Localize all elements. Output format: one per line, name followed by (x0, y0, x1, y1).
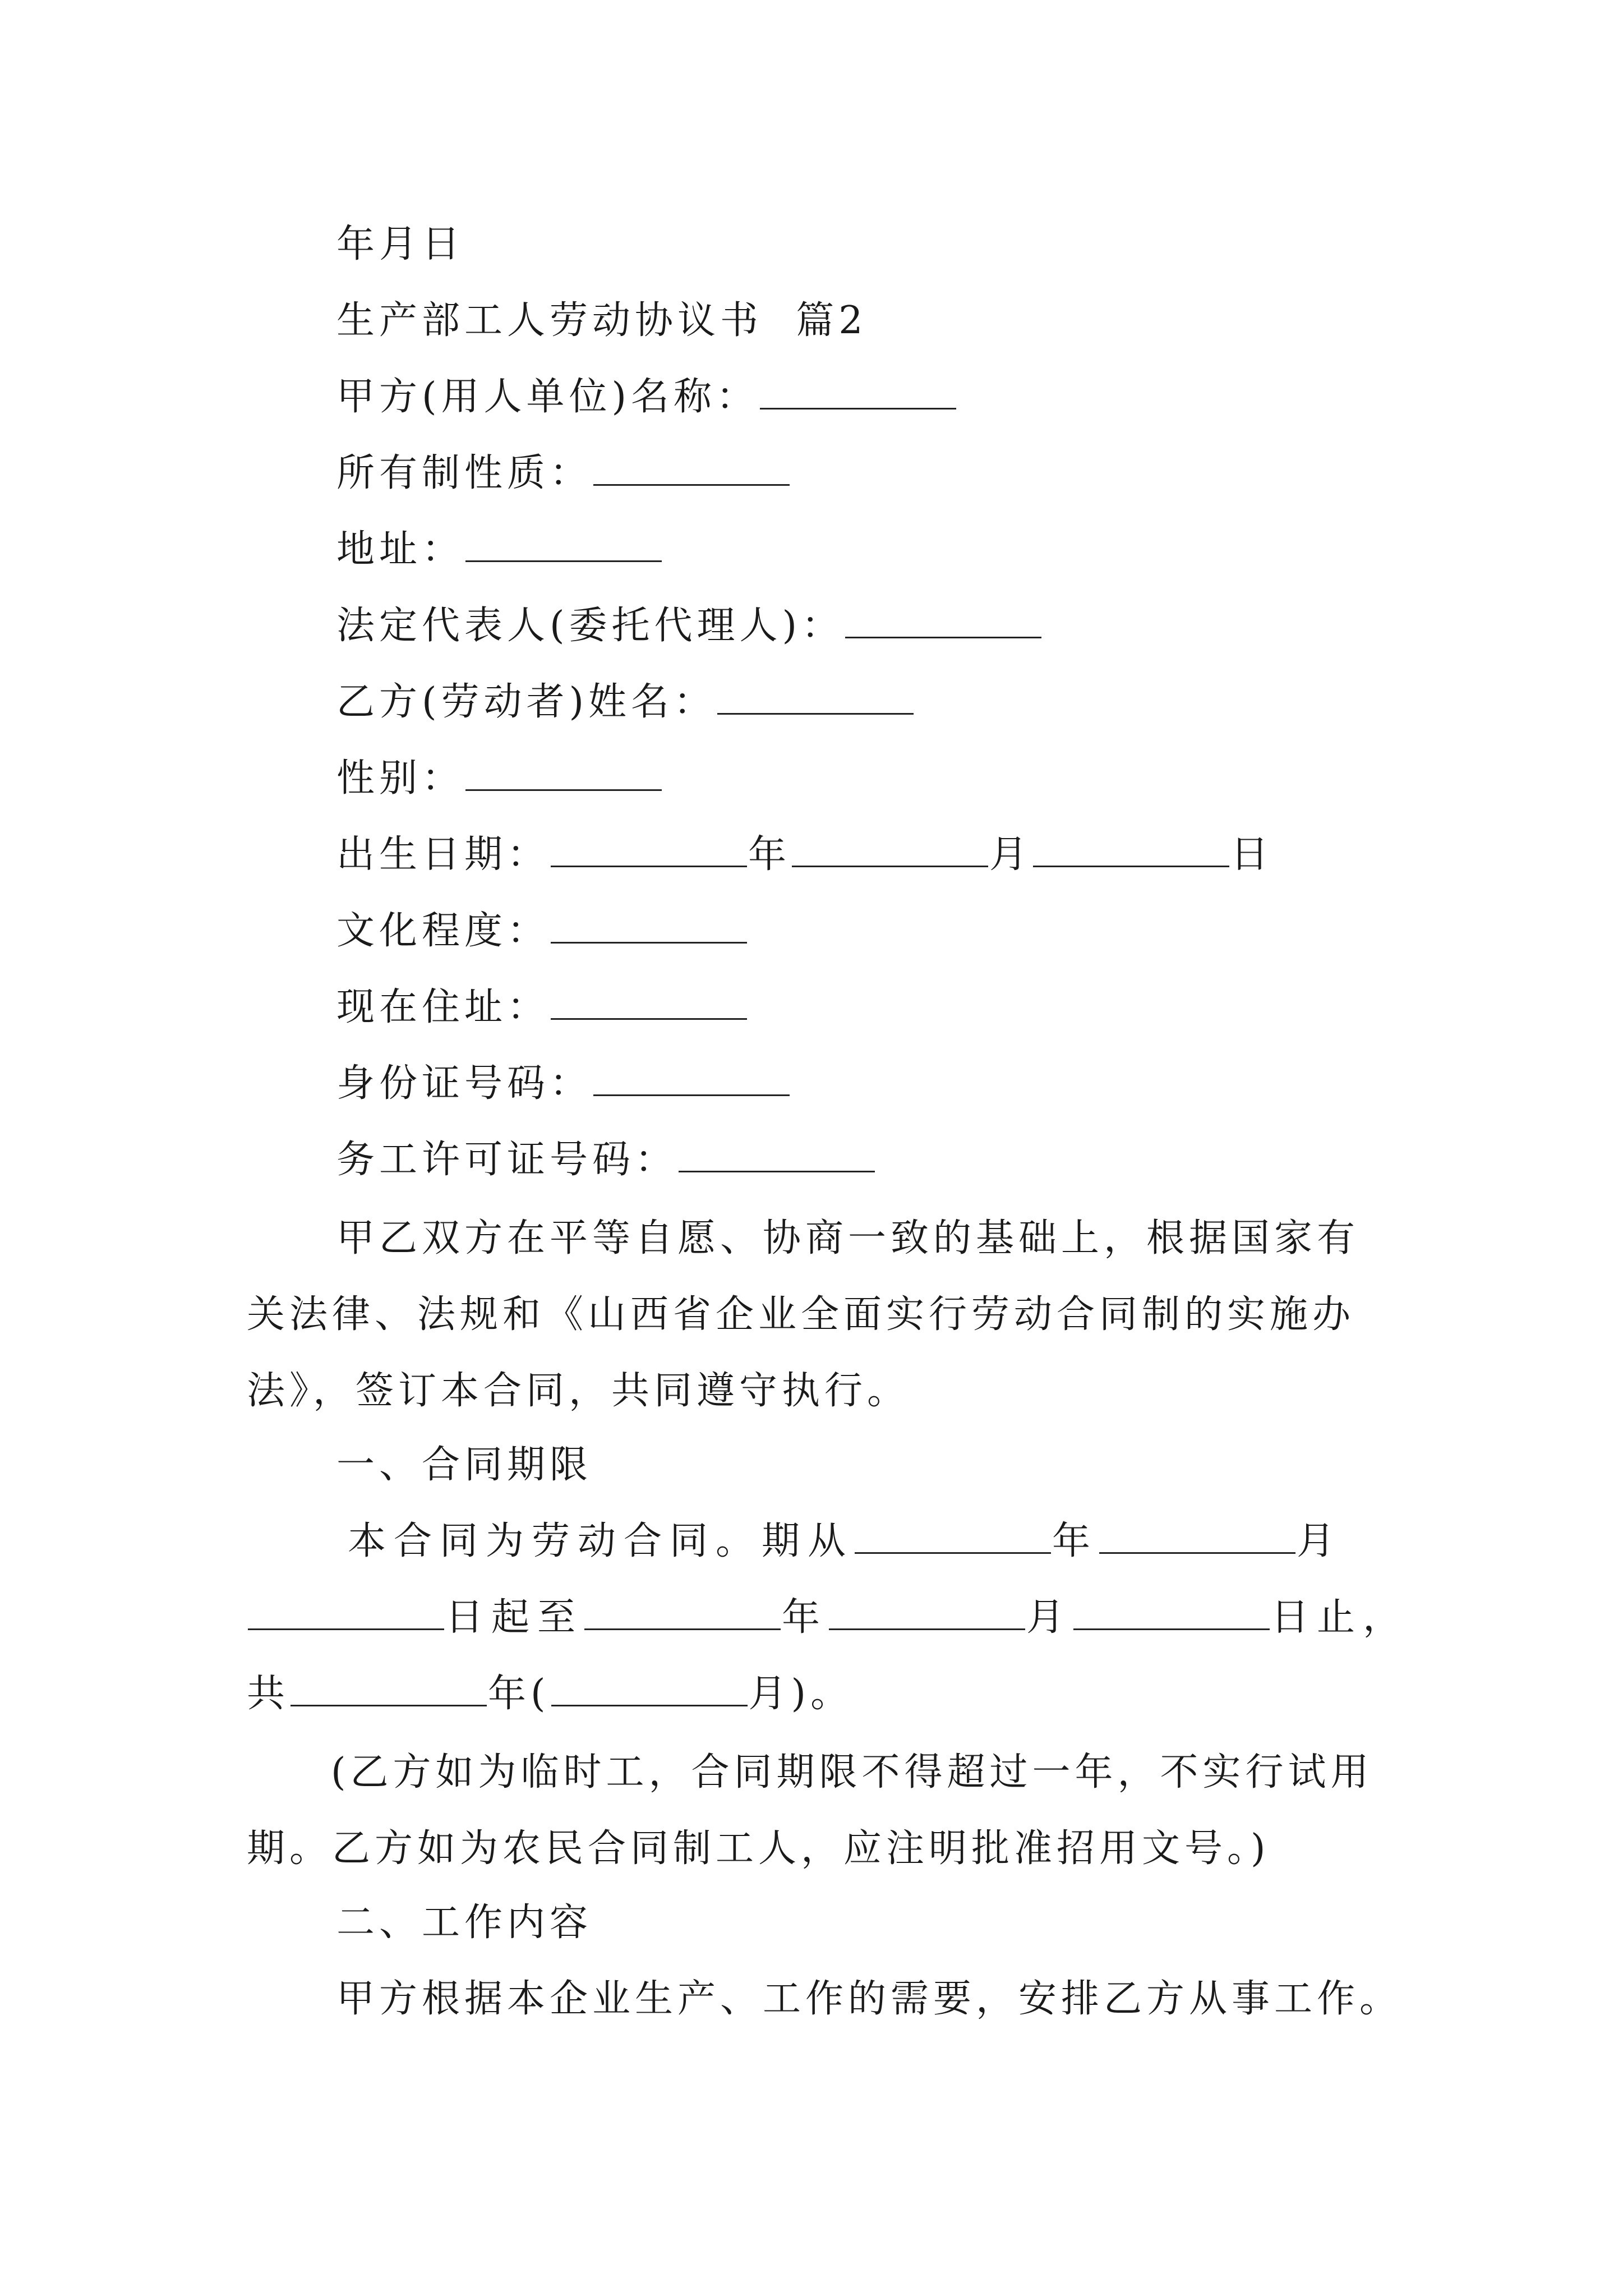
field-label: 现在住址： (336, 985, 550, 1029)
unit-month: 月 (989, 832, 1032, 877)
title-suffix: 篇2 (796, 298, 868, 343)
unit-year: 年( (488, 1672, 550, 1716)
title-text: 生产部工人劳动协议书 (336, 298, 763, 343)
field-address (336, 527, 663, 572)
blank-line[interactable] (551, 909, 747, 944)
blank-line[interactable] (717, 680, 914, 715)
field-label: 法定代表人(委托代理人)： (336, 604, 845, 648)
field-birth-date (336, 832, 1273, 877)
unit-month: 月 (1297, 1519, 1343, 1563)
field-legal-rep (336, 604, 1043, 648)
contract-term-line2 (247, 1595, 1409, 1640)
field-ownership (336, 451, 791, 496)
blank-line[interactable] (465, 757, 662, 791)
blank-line[interactable] (845, 604, 1041, 638)
field-label: 务工许可证号码： (336, 1138, 678, 1182)
field-label: 身份证号码： (336, 1061, 593, 1106)
section2-heading: 二、工作内容 (336, 1901, 593, 1945)
blank-line[interactable] (584, 1596, 781, 1630)
blank-line[interactable] (551, 833, 747, 867)
field-work-permit (336, 1138, 876, 1182)
date-line: 年月日 (336, 222, 465, 266)
blank-line[interactable] (760, 375, 956, 409)
blank-line[interactable] (1033, 833, 1229, 867)
blank-line[interactable] (829, 1596, 1025, 1630)
section1-heading: 一、合同期限 (336, 1443, 593, 1487)
term-text: 本合同为劳动合同。期从 (348, 1519, 854, 1563)
blank-line[interactable] (248, 1596, 444, 1630)
field-label: 所有制性质： (336, 451, 593, 495)
contract-term-line3 (247, 1672, 853, 1717)
blank-line[interactable] (679, 1138, 875, 1172)
blank-line[interactable] (1073, 1596, 1270, 1630)
work-content-paragraph: 甲方根据本企业生产、工作的需要，安排乙方从事工作。 (336, 1977, 1403, 2021)
blank-line[interactable] (551, 1672, 748, 1706)
field-label: 文化程度： (336, 909, 550, 953)
field-party-b-name (336, 680, 915, 725)
unit-day: 日 (1230, 832, 1274, 877)
term-text: 日止， (1271, 1595, 1409, 1640)
unit-year: 年 (782, 1595, 828, 1640)
blank-line[interactable] (291, 1672, 487, 1706)
blank-line[interactable] (465, 528, 662, 562)
blank-line[interactable] (551, 986, 747, 1020)
term-text: 日起至 (445, 1595, 584, 1640)
field-label: 乙方(劳动者)姓名： (336, 680, 717, 724)
field-education (336, 909, 748, 954)
contract-term-line1 (348, 1519, 1343, 1564)
blank-line[interactable] (593, 452, 790, 486)
field-current-address (336, 985, 748, 1030)
blank-line[interactable] (593, 1062, 790, 1096)
field-label: 甲方(用人单位)名称： (336, 375, 759, 419)
document-title (336, 298, 868, 343)
field-gender (336, 756, 663, 801)
field-party-a-name (336, 375, 957, 420)
term-text: 共 (247, 1672, 290, 1716)
term-note-paragraph: (乙方如为临时工，合同期限不得超过一年，不实行试用期。乙方如为农民合同制工人，应注明批准招用文号。) (247, 1750, 1373, 1871)
unit-year: 年 (1052, 1519, 1099, 1563)
unit-month: 月 (1026, 1595, 1073, 1640)
field-label: 地址： (336, 527, 465, 572)
blank-line[interactable] (792, 833, 988, 867)
field-label: 性别： (336, 756, 465, 800)
unit-year: 年 (748, 832, 791, 877)
unit-month: 月)。 (748, 1672, 854, 1716)
field-id-number (336, 1061, 791, 1106)
intro-paragraph: 甲乙双方在平等自愿、协商一致的基础上，根据国家有关法律、法规和《山西省企业全面实行劳动合同制的实施办法》，签订本合同，共同遵守执行。 (247, 1216, 1360, 1413)
field-label: 出生日期： (336, 832, 550, 877)
blank-line[interactable] (1099, 1520, 1295, 1554)
blank-line[interactable] (855, 1520, 1051, 1554)
